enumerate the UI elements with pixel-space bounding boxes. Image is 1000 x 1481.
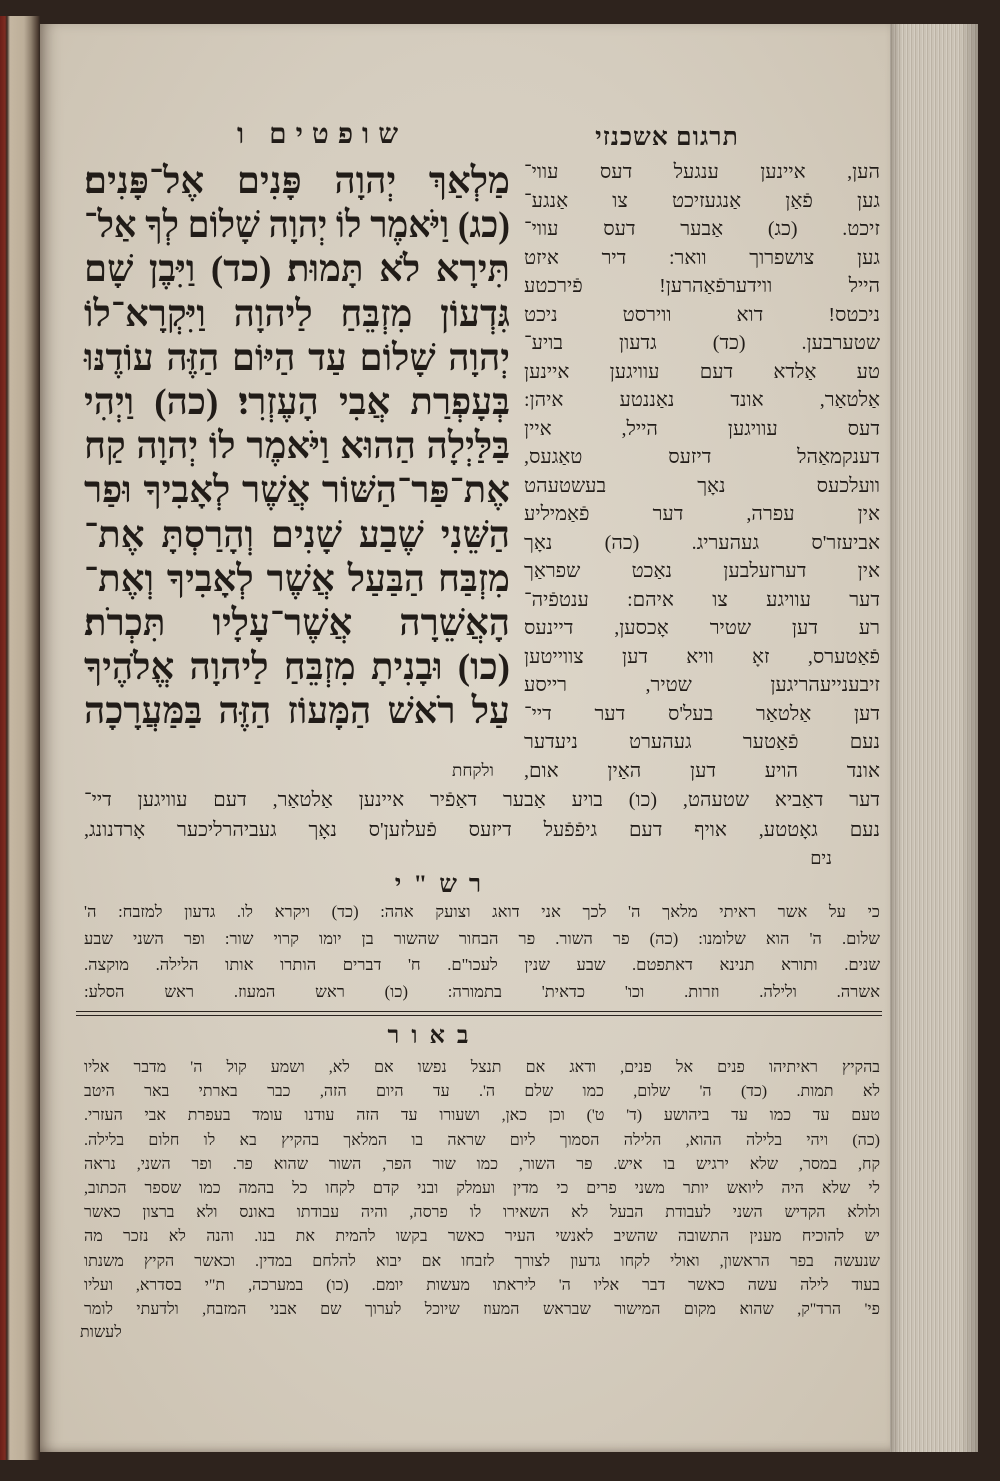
rashi-commentary	[84, 899, 880, 1005]
biur-line: טעם עד כמו עד ביהושע (ד' ט') וכן כאן, ושעורו עד הזה עודנו עומד בעפרת אבי העזרי.	[84, 1107, 880, 1125]
biur-line: ולולא הקדיש השני לעבודת הבעל לא השאירו לו פרסה, והיה עבודתו באונס ולא ברצון כאשר	[84, 1204, 880, 1222]
targum-line: זיכט. (כג) אַבער דעס עווי־	[524, 218, 880, 240]
scripture-line: בְּעָפְרַת אֲבִי הָעֶזְרִי׃ (כה) וַיְהִי	[84, 381, 510, 423]
scripture-column	[84, 160, 510, 734]
scripture-line: יְהוָה שָׁלוֹם עַד הַיּוֹם הַזֶּה עוֹדֶנּוּ	[84, 337, 510, 379]
biur-line: בהקיץ ראיתיהו פנים אל פנים, ודאג אם תנצל נפשו אם לא, ושמע קול ה' מדבר אליו	[84, 1059, 880, 1076]
targum-line: זיבענייעהריגען שטיר, רייסע	[524, 674, 880, 696]
rashi-line: שלום. ה' הוא שלומנו: (כה) פר השור. פר הבחור שהשור בן יומו קרוי שור: ופר השני שבע	[84, 928, 880, 948]
scripture-line: אֶת־פַּר־הַשּׁוֹר אֲשֶׁר לְאָבִיךָ וּפַר	[84, 470, 510, 512]
targum-line: דענקמאַהל דיזעס טאַגעס,	[524, 446, 880, 468]
scripture-line: הָאֲשֵׁרָה אֲשֶׁר־עָלָיו תִּכְרֹת׃	[84, 602, 510, 644]
scripture-line: (כג) וַיֹּאמֶר לוֹ יְהוָה שָׁלוֹם לְךָ אַל־	[84, 205, 511, 247]
biur-line: (כה) ויהי בלילה ההוא, הלילה הסמוך ליום שראה בו המלאך בהקיץ בא לו חלום בלילה.	[84, 1131, 880, 1149]
left-page-edge	[0, 16, 40, 1460]
targum-line: נעם פֿאַטער געהערט ניעדער	[524, 731, 880, 753]
targum-line: אַלטאַר, אונד נאַננטע איהן:	[524, 389, 880, 411]
biur-commentary	[84, 1056, 880, 1322]
rashi-line: שנים. ותורא תנינא דאתפטם. שבע שנין לעכו"ם. ח' דברים הותרו אותו הלילה. מוקצה.	[84, 955, 880, 975]
targum-line: רע דען שטיר אָכסען, דיינעס	[524, 617, 880, 639]
targum-tail: נים	[810, 848, 832, 868]
biur-line: בעוד לילה עשה כאשר דבר אליו ה' ליראתו מעשות יומם. (כו) במערכה, ת"י בסדרא, ועליו	[84, 1276, 880, 1294]
rashi-line: אשרה. ולילה. וזרות. וכו' כדאית' בתמורה: (כו) ראש המעוז. ראש הסלע:	[84, 981, 880, 1001]
targum-line: אין דערזעלבען נאַכט שפראַך	[524, 560, 880, 582]
running-head-book: שופטים ו	[236, 119, 408, 150]
targum-line: אביעזר'ס געהעריג. (כה) נאָך	[524, 531, 880, 554]
page-stack-edge	[890, 24, 978, 1452]
biur-line: שנעשה בפר הראשון, ואולי לקחו גדעון לצורך לזבחו אם יבוא להלחם במדין. וכאשר הקיץ משנתו	[84, 1252, 880, 1270]
scripture-line: הַשֵּׁנִי שֶׁבַע שָׁנִים וְהָרַסְתָּ אֶת־	[84, 514, 510, 556]
scripture-line: תִּירָא לֹא תָּמוּת׃ (כד) וַיִּבֶן שָׁם	[84, 249, 510, 291]
targum-line: דען אַלטאַר בעל'ס דער דיי־	[524, 702, 880, 725]
rashi-heading: רש"י	[394, 871, 494, 898]
rashi-line: כי על אשר ראיתי מלאך ה' לכך אני דואג וצועק אהה: (כד) ויקרא לו. גדעון למזבח: ה'	[84, 902, 880, 921]
biur-line: יש להוכיח מענין התשובה שהשיב לאנשי העיר כאשר בקשו להמית את בנו. והנה לא נזכר מה	[84, 1228, 880, 1246]
targum-line: אין עפרה, דער פֿאַמיליע	[524, 503, 880, 525]
targum-column	[524, 158, 880, 785]
targum-line: גען פֿאַן אַנגעזיכט צו אַנגע־	[524, 189, 880, 212]
running-head-targum: תרגום אשכנזי	[595, 124, 739, 151]
scripture-line: גִּדְעוֹן מִזְבֵּחַ לַיהוָה וַיִּקְרָא־לוֹ	[84, 293, 510, 335]
scripture-line: מַלְאַךְ יְהוָה פָּנִים אֶל־פָּנִים׃	[84, 161, 510, 202]
targum-continuation-line: דער דאַביא שטעהט, (כו) בויע אַבער דאַפֿיר איינען אַלטאַר, דעם עוויגען דיי־	[84, 789, 880, 811]
scripture-line: (כו) וּבָנִיתָ מִזְבֵּחַ לַיהוָה אֱלֹהֶיךָ	[84, 647, 510, 689]
targum-line: טע אַלדא דעם עוויגען איינען	[524, 360, 880, 383]
section-rule	[76, 1011, 882, 1016]
targum-line: גען צושפרוך וואר: דיר איזט	[524, 246, 880, 269]
targum-line: ניכטס! דוא ווירסט ניכט	[524, 303, 880, 326]
targum-line: הען, איינען ענגעל דעס עווי־	[524, 161, 880, 183]
biur-line: לי שלא היה ליואש יותר משני פרים כי מדין ועמלק ובני קדם לקחו כל בהמה כמו שספר הכתוב,	[84, 1179, 880, 1197]
scripture-line: עַל רֹאשׁ הַמָּעוֹז הַזֶּה בַּמַּעֲרָכָה	[84, 691, 510, 733]
biur-line: קח, במסר, שלא ירגיש בו איש. פר השור, כמו שור הפר, השור שהוא פר. ופר השני, נראה	[84, 1155, 880, 1173]
targum-line: פֿאַטערס, זאָ וויא דען צווייטען	[524, 645, 880, 668]
biur-heading: באור	[387, 1023, 481, 1049]
targum-continuation-line: נעם גאָטטע, אויף דעם גיפֿפֿעל דיזעס פֿעלזען'ס נאָך געביהרליכער אָרדנונג,	[84, 818, 880, 841]
targum-continuation	[84, 786, 880, 845]
targum-line: הייל ווידערפֿאַהרען! פֿירכטע	[524, 275, 880, 297]
scripture-line: בַּלַּיְלָה הַהוּא וַיֹּאמֶר לוֹ יְהוָה קַח	[84, 426, 510, 468]
scripture-line: מִזְבַּח הַבַּעַל אֲשֶׁר לְאָבִיךָ וְאֶת־	[84, 558, 510, 600]
targum-line: אונד הויע דען האַין אום,	[524, 759, 880, 782]
biur-catchword: לעשות	[80, 1324, 122, 1341]
biur-line: לא תמות. (כד) ה' שלום, כמו שלם ה'. עד היום הזה, כבר בארתי באר היטב	[84, 1083, 880, 1101]
targum-line: וועלכעס נאָך בעשטעהט	[524, 474, 880, 497]
targum-line: דעס עוויגען הייל, איין	[524, 417, 880, 440]
targum-line: דער עוויגע צו איהם: ענטפֿיה־	[524, 588, 880, 611]
scripture-catchword: ולקחת	[452, 761, 494, 780]
biur-line: פי' הרד"ק, שהוא מקום המישור שבראש המעוז שיוכל לערוך שם אבני המזבח, ולדעתי לומר	[84, 1300, 880, 1318]
targum-line: שטערבען. (כד) גדעון בויע־	[524, 332, 880, 354]
